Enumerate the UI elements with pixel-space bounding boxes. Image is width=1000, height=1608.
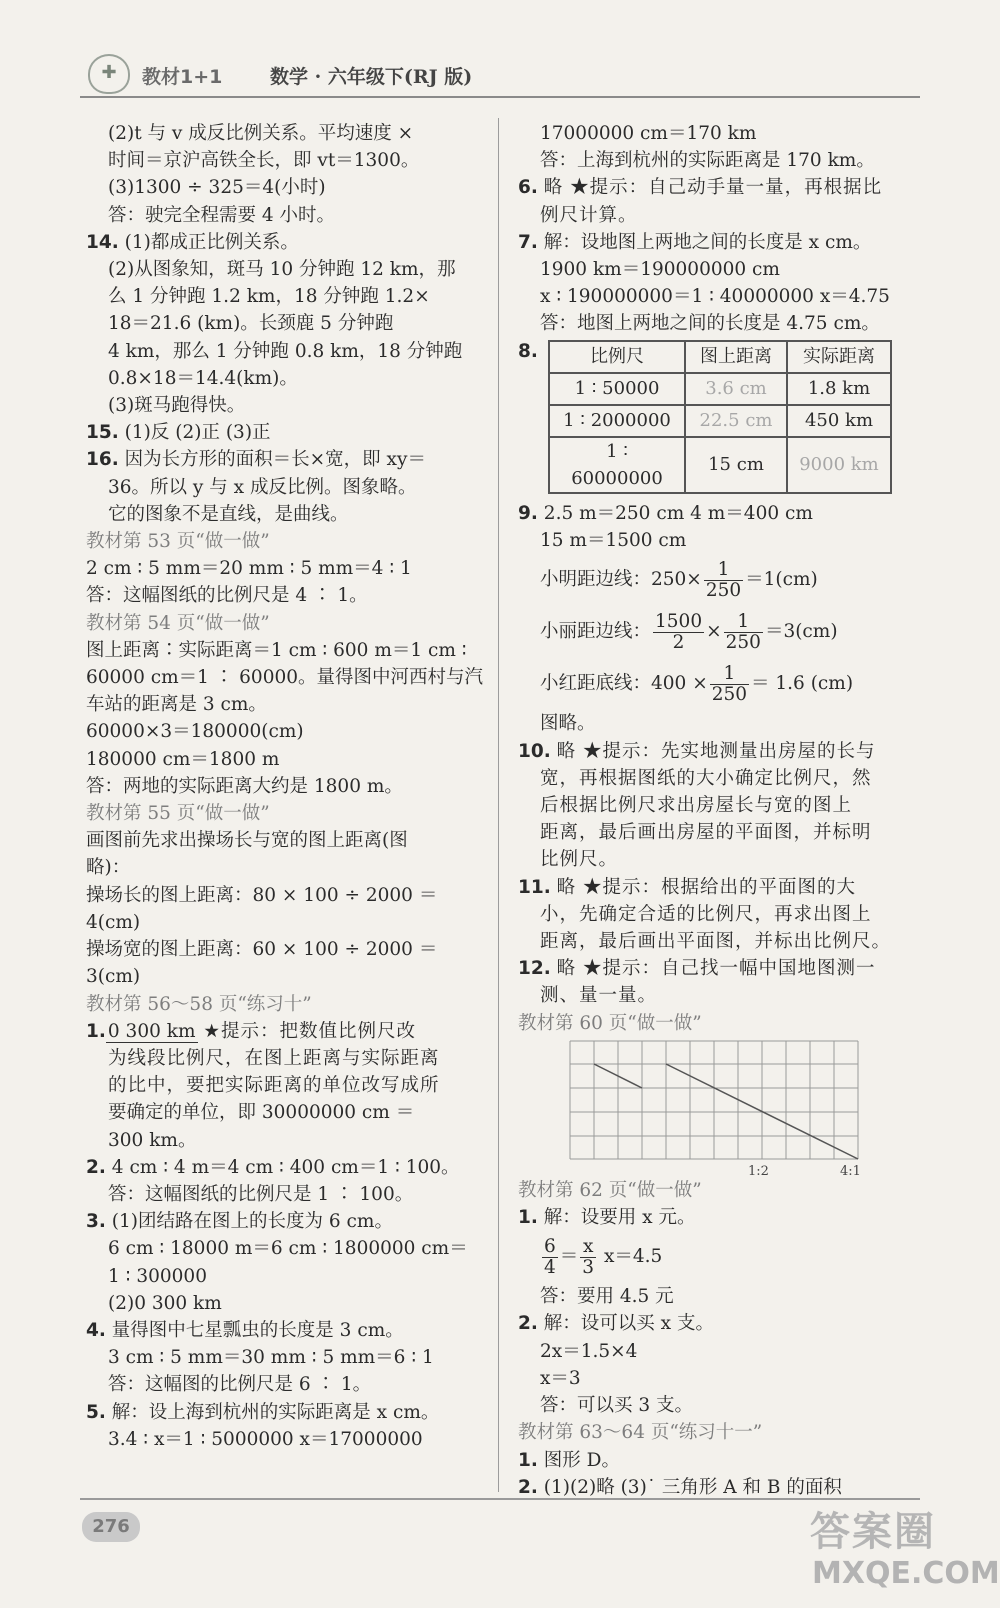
watermark-logo: 答案圈 [810,1509,936,1555]
text-line: 比例尺。 [540,849,619,871]
footer-rule [80,1498,920,1500]
table-cell: 1 ∶ 50000 [549,373,685,405]
exercise-10: 10. 略 ★提示：先实地测量出房屋的长与 [518,740,876,762]
column-divider [498,118,499,1492]
table-row [549,373,891,405]
text-line: 时间＝京沪高铁全长，即 vt＝1300。 [108,150,420,172]
text-line: 距离，最后画出平面图，并标出比例尺。 [540,931,892,953]
page-number: 276 [82,1512,140,1542]
page-header [80,50,920,98]
scale-table [548,340,892,494]
text-line: 3.4 ∶ x＝1 ∶ 5000000 x＝17000000 [108,1428,423,1450]
text-line: 3(cm) [86,966,141,988]
exercise-9: 9. 2.5 m＝250 cm 4 m＝400 cm [518,503,813,525]
grid-label-4-1: 4:1 [840,1163,861,1177]
text-line: 答：地图上两地之间的长度是 4.75 cm。 [540,313,880,335]
table-header: 图上距离 [685,341,787,373]
text-line: (2)t 与 v 成反比例关系。平均速度 × [108,123,414,144]
exercise-11: 11. 略 ★提示：根据给出的平面图的大 [518,876,857,898]
text-line: 操场长的图上距离：80 × 100 ÷ 2000 ＝ [86,884,438,906]
text-line: 18＝21.6 (km)。长颈鹿 5 分钟跑 [108,313,394,335]
exercise-62-2: 2. 解：设可以买 x 支。 [518,1313,714,1335]
text-line: 36。所以 y 与 x 成反比例。图象略。 [108,476,417,498]
text-line: 答：这幅图纸的比例尺是 4 ∶ 1。 [86,585,368,607]
exercise-5: 5. 解：设上海到杭州的实际距离是 x cm。 [86,1401,440,1423]
section-heading: 教材第 62 页“做一做” [518,1179,702,1201]
proportion-line: $\frac{6}{4}$ ＝ $\frac{x}{3}$ x＝4.5 [544,1235,663,1278]
text-line: 测、量一量。 [540,985,658,1007]
right-column: 17000000 cm＝170 km 答：上海到杭州的实际距离是 170 km。 6. 略 ★提示：自己动手量一量，再根据比 例尺计算。 7. 解：设地图上两地之间的长度是 x cm。 1900 km＝190000000 cm x ∶ 190000000＝1 ∶ 40000000 x＝4.75 答：地图上两地之间的长度是 4.75 cm。 8. 比例尺 图上距离 实际距离 1 ∶ 50000 3.6 cm 1.8 km 1 ∶ 2000000 22.5 cm 450 km 1 ∶ 60000000 15 cm 9000 km 9. 2.5 m＝250 cm 4 m＝400 cm 15 m＝1500 cm 小明距边线：250× $\frac{1}{250}$ ＝1(cm) 小丽距边线： $\frac{1500}{2}$ × $\frac{1}{250}$ ＝3(cm) 小红距底线：400 × $\frac{1}{250}$ ＝ 1.6 (cm) 图略。 10. 略 ★提示：先实地测量出房屋的长与 宽，再根据图纸的大小确定比例尺，然 后根据比例尺求出房屋长与宽的图上 距离，最后画出房屋的平面图，并标明 比例尺。 11. 略 ★提示：根据给出的平面图的大 小，先确定合适的比例尺，再求出图上 距离，最后画出平面图，并标出比例尺。 12. 略 ★提示：自己找一幅中国地图测一 测、量一量。 教材第 60 页“做一做” 1:2 4:1 教材第 62 页“做一做” 1. 解：设要用 x 元。 $\frac{6}{4}$ ＝ $\frac{x}{3}$ x＝4.5 答：要用 4.5 元 2. 解：设可以买 x 支。 2x＝1.5×4 x＝3 答：可以买 3 支。 教材第 63～64 页“练习十一” 1. 图形 D。 2. (1)(2)略 (3)˙ 三角形 A 和 B 的面积 [518,120,923,1501]
table-cell: 1.8 km [787,373,891,405]
text-line: 4(cm) [86,911,141,933]
text-line: 答：这幅图的比例尺是 6 ∶ 1。 [108,1374,372,1396]
text-line: 车站的距离是 3 cm。 [86,694,267,716]
table-cell: 1 ∶ 60000000 [549,437,685,493]
line-scale: 0 300 km [107,1020,196,1042]
text-line: 1 ∶ 300000 [108,1265,207,1287]
grid-figure [548,1037,868,1177]
text-line: 小，先确定合适的比例尺，再求出图上 [540,903,872,925]
section-heading: 教材第 53 页“做一做” [86,531,270,553]
text-line: 0.8×18＝14.4(km)。 [108,367,298,389]
text-line: 略)： [86,857,131,879]
text-line: 图上距离∶实际距离＝1 cm ∶ 600 m＝1 cm ∶ [86,639,467,661]
watermark-url: MXQE.COM [812,1556,1000,1591]
text-line: 1900 km＝190000000 cm [540,259,780,281]
table-cell: 3.6 cm [685,373,787,405]
text-line: 画图前先求出操场长与宽的图上距离(图 [86,830,408,852]
table-header: 实际距离 [787,341,891,373]
subject-title: 数学 · 六年级下(RJ 版) [270,66,473,88]
text-line: 答：上海到杭州的实际距离是 170 km。 [540,150,875,172]
book-logo-icon: ✚ [88,54,130,94]
text-line: 的比中，要把实际距离的单位改写成所 [108,1075,440,1097]
question-14: 14. (1)都成正比例关系。 [86,231,299,253]
text-line: 2x＝1.5×4 [540,1340,638,1362]
text-line: 15 m＝1500 cm [540,530,687,552]
section-heading: 教材第 60 页“做一做” [518,1012,702,1034]
text-line: x ∶ 190000000＝1 ∶ 40000000 x＝4.75 [540,286,890,308]
text-line: 操场宽的图上距离：60 × 100 ÷ 2000 ＝ [86,939,438,961]
xiaoli-line: 小丽距边线： $\frac{1500}{2}$ × $\frac{1}{250}$ ＝3(cm) [540,610,838,653]
text-line: 60000 cm＝1 ∶ 60000。量得图中河西村与汽 [86,667,484,689]
exercise-62-1: 1. 解：设要用 x 元。 [518,1207,696,1229]
text-line: 答：驶完全程需要 4 小时。 [108,204,336,226]
grid-label-1-2: 1:2 [748,1163,769,1177]
grid-drawing [548,1037,923,1177]
xiaohong-line: 小红距底线：400 × $\frac{1}{250}$ ＝ 1.6 (cm) [540,662,854,705]
section-heading: 教材第 56～58 页“练习十” [86,993,312,1015]
text-line: 答：两地的实际距离大约是 1800 m。 [86,775,403,797]
table-cell: 15 cm [685,437,787,493]
text-line: 为线段比例尺，在图上距离与实际距离 [108,1047,440,1069]
text-line: 答：可以买 3 支。 [540,1395,694,1417]
text-line: x＝3 [540,1367,581,1389]
table-cell: 22.5 cm [685,405,787,437]
text-line: 么 1 分钟跑 1.2 km，18 分钟跑 1.2× [108,286,430,308]
table-cell: 450 km [787,405,891,437]
text-line: 300 km。 [108,1129,197,1151]
text-line: 3 cm ∶ 5 mm＝30 mm ∶ 5 mm＝6 ∶ 1 [108,1347,434,1369]
text-line: 17000000 cm＝170 km [540,123,757,144]
exercise-4: 4. 量得图中七星瓢虫的长度是 3 cm。 [86,1319,404,1341]
xiaoming-line: 小明距边线：250× $\frac{1}{250}$ ＝1(cm) [540,558,818,601]
section-heading: 教材第 54 页“做一做” [86,612,270,634]
text-line: (2)0 300 km [108,1292,222,1314]
brand-title: 教材1+1 [142,66,223,88]
table-row [549,405,891,437]
exercise-1: 1. 0 300 km ★提示：把数值比例尺改 [86,1020,416,1042]
text-line: 它的图象不是直线，是曲线。 [108,503,349,525]
text-line: 距离，最后画出房屋的平面图，并标明 [540,822,872,844]
text-line: (2)从图象知，斑马 10 分钟跑 12 km，那 [108,259,456,281]
text-line: 6 cm ∶ 18000 m＝6 cm ∶ 1800000 cm＝ [108,1238,468,1260]
text-line: (3)斑马跑得快。 [108,395,246,417]
text-line: 要确定的单位，即 30000000 cm ＝ [108,1102,415,1124]
exercise-7: 7. 解：设地图上两地之间的长度是 x cm。 [518,231,872,253]
text-line: 180000 cm＝1800 m [86,748,280,770]
text-line: 4 km，那么 1 分钟跑 0.8 km，18 分钟跑 [108,340,463,362]
text-line: 2 cm ∶ 5 mm＝20 mm ∶ 5 mm＝4 ∶ 1 [86,558,412,580]
question-16: 16. 因为长方形的面积＝长×宽，即 xy＝ [86,449,426,471]
table-header-row [549,341,891,373]
text-line: (3)1300 ÷ 325＝4(小时) [108,177,326,199]
table-header: 比例尺 [549,341,685,373]
text-line: 答：这幅图纸的比例尺是 1 ∶ 100。 [108,1183,414,1205]
text-line: 例尺计算。 [540,204,638,226]
text-line: 后根据比例尺求出房屋长与宽的图上 [540,795,853,817]
table-cell: 1 ∶ 2000000 [549,405,685,437]
text-line: 60000×3＝180000(cm) [86,721,304,743]
section-heading: 教材第 63～64 页“练习十一” [518,1422,763,1444]
question-15: 15. (1)反 (2)正 (3)正 [86,422,271,444]
text-line: 图略。 [540,713,596,735]
section-heading: 教材第 55 页“做一做” [86,803,270,825]
table-row [549,437,891,493]
text-line: 宽，再根据图纸的大小确定比例尺，然 [540,767,872,789]
exercise-6: 6. 略 ★提示：自己动手量一量，再根据比 [518,177,883,199]
text-line: 答：要用 4.5 元 [540,1286,674,1308]
exercise-3: 3. (1)团结路在图上的长度为 6 cm。 [86,1211,393,1233]
exercise-2: 2. 4 cm ∶ 4 m＝4 cm ∶ 400 cm＝1 ∶ 100。 [86,1156,460,1178]
exercise-63-2: 2. (1)(2)略 (3)˙ 三角形 A 和 B 的面积 [518,1476,842,1498]
table-cell: 9000 km [787,437,891,493]
exercise-63-1: 1. 图形 D。 [518,1449,621,1471]
left-column [86,120,484,1453]
exercise-12: 12. 略 ★提示：自己找一幅中国地图测一 [518,958,876,980]
